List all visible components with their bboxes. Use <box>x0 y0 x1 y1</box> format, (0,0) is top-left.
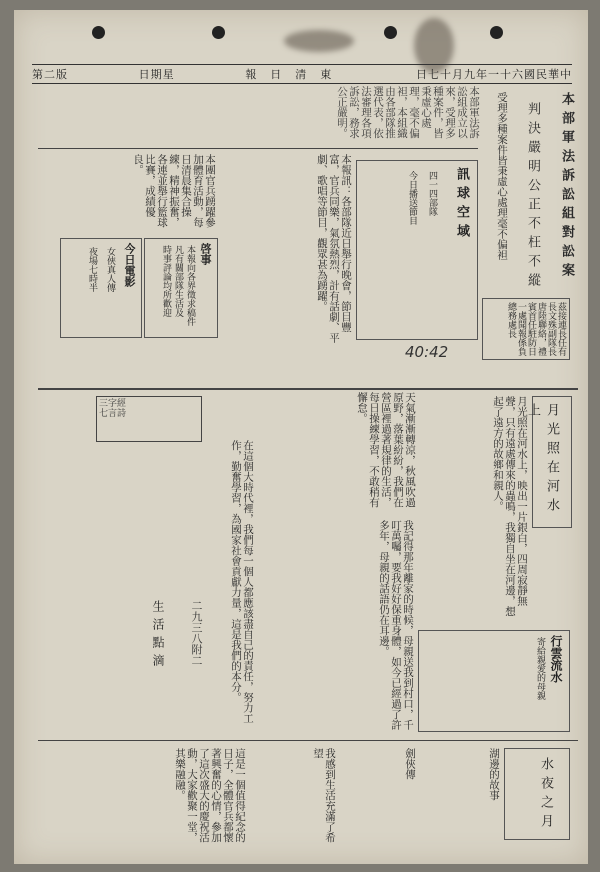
bottom-col-1: 我感到生活充滿了希望 <box>312 748 336 843</box>
divider <box>38 740 578 741</box>
right-lead: 受理多種案件皆秉虛心處理毫不偏袒 <box>496 92 508 260</box>
ink-stain <box>284 30 354 52</box>
bottom-col-3: 湖邊的故事 <box>488 748 500 801</box>
bottom-col-2: 劍俠傳 <box>404 748 416 780</box>
right-subheadline: 判決嚴明公正不枉不縱 <box>525 102 540 292</box>
moon-heading: 月光照在河水上 <box>525 403 559 517</box>
divider <box>38 148 478 149</box>
today-line: 女俠真人傳 <box>105 247 115 292</box>
binding-hole <box>212 26 225 39</box>
small-box <box>96 396 202 442</box>
binding-hole <box>384 26 397 39</box>
notice-box <box>144 238 218 338</box>
notice-line: 時事評論均所歡迎 <box>161 245 171 317</box>
radio-box <box>356 160 478 340</box>
lower-left-article: 在這個大時代裡，我們每一個人都應該盡自己的責任，努力工作，勤奮學習，為國家社會貢獻力量，這是我們的本分。 <box>230 440 254 724</box>
notice-heading: 啓事 <box>199 243 212 265</box>
moon-heading-box <box>525 396 572 528</box>
radio-heading: 訊球空域 <box>454 167 469 243</box>
radio-line: 今日播送節目 <box>407 171 417 225</box>
notice-right-text: 茲接連長任有長文殊副隊長唐陸聯絡，禮賓首任駐防日一處聞報係負總務處長 <box>506 302 566 356</box>
left-article-body: 本團官兵踴躍參加體育活動，每日清晨集合操練，精神振奮，各連並舉行籃球比賽，成績優良。 <box>132 154 216 228</box>
notice-line: 本報向各界徵求稿件 <box>185 245 195 326</box>
moon-article-body: 月光照在河水上，映出一片銀白，四周寂靜無聲，只有遠處傳來的蟲鳴，我獨自坐在河邊，想起了遠方的故鄉和親人。 <box>492 396 528 617</box>
masthead <box>32 64 572 84</box>
notice-line: 凡有關部隊生活及 <box>173 245 183 317</box>
masthead-date: 日七十月九年一十六國民華中 <box>415 68 572 81</box>
poem-box <box>418 630 570 732</box>
night-heading-box <box>504 748 570 840</box>
masthead-title: 報日清東 <box>245 68 346 81</box>
poem-sub: 寄給親愛的母親 <box>535 637 545 700</box>
binding-hole <box>92 26 105 39</box>
masthead-weekday: 日期星 <box>138 68 175 81</box>
notice-right-box <box>482 298 570 360</box>
middle-article-body: 本報訊：各部隊近日舉行晚會，節目豐富，官兵同樂，氣氛熱烈，計有話劇、平劇、歌唱等節目，觀眾甚為踴躍。 <box>316 154 352 343</box>
night-heading: 水夜之月 <box>538 757 553 833</box>
time-mark: 40:42 <box>405 343 449 361</box>
divider <box>38 388 578 390</box>
top-article-body: 本部軍法訴訟組成立以來，受理多種案件，皆秉虛心處理，毫不偏袒，本組織由各部隊推選代表，依法審理各項訴訟，務求公正嚴明。 <box>336 86 480 139</box>
right-headline: 本部軍法訴訟組對訟案 <box>559 92 574 282</box>
center-article: 我記得那年離家的時候，母親送我到村口，千叮萬囑，要我好好保重身體，如今已經過了許多年，母親的話語仍在耳邊。 <box>378 520 414 730</box>
life-date: 二九三八附二 <box>190 600 203 666</box>
life-heading: 生活點滴 <box>151 600 165 672</box>
today-line: 夜場七時半 <box>87 247 97 292</box>
masthead-page: 第二版 <box>32 68 68 81</box>
poem-heading: 行雲流水 <box>549 635 563 683</box>
today-heading: 今日電影 <box>123 243 136 287</box>
radio-line: 四一四部隊 <box>427 171 437 216</box>
small-box-text: 三字經 七言詩 <box>99 399 127 419</box>
today-box <box>60 238 142 338</box>
upper-middle-article: 天氣漸漸轉涼，秋風吹過原野，落葉紛紛，我們在營區裡過著規律的生活，每日操練學習，不敢稍有懈怠。 <box>356 392 416 508</box>
bottom-article-body: 這是一個值得紀念的日子，全體官兵都懷著興奮的心情，參加了這次盛大的慶祝活動，大家歡聚一堂，其樂融融。 <box>174 748 246 843</box>
binding-hole <box>490 26 503 39</box>
